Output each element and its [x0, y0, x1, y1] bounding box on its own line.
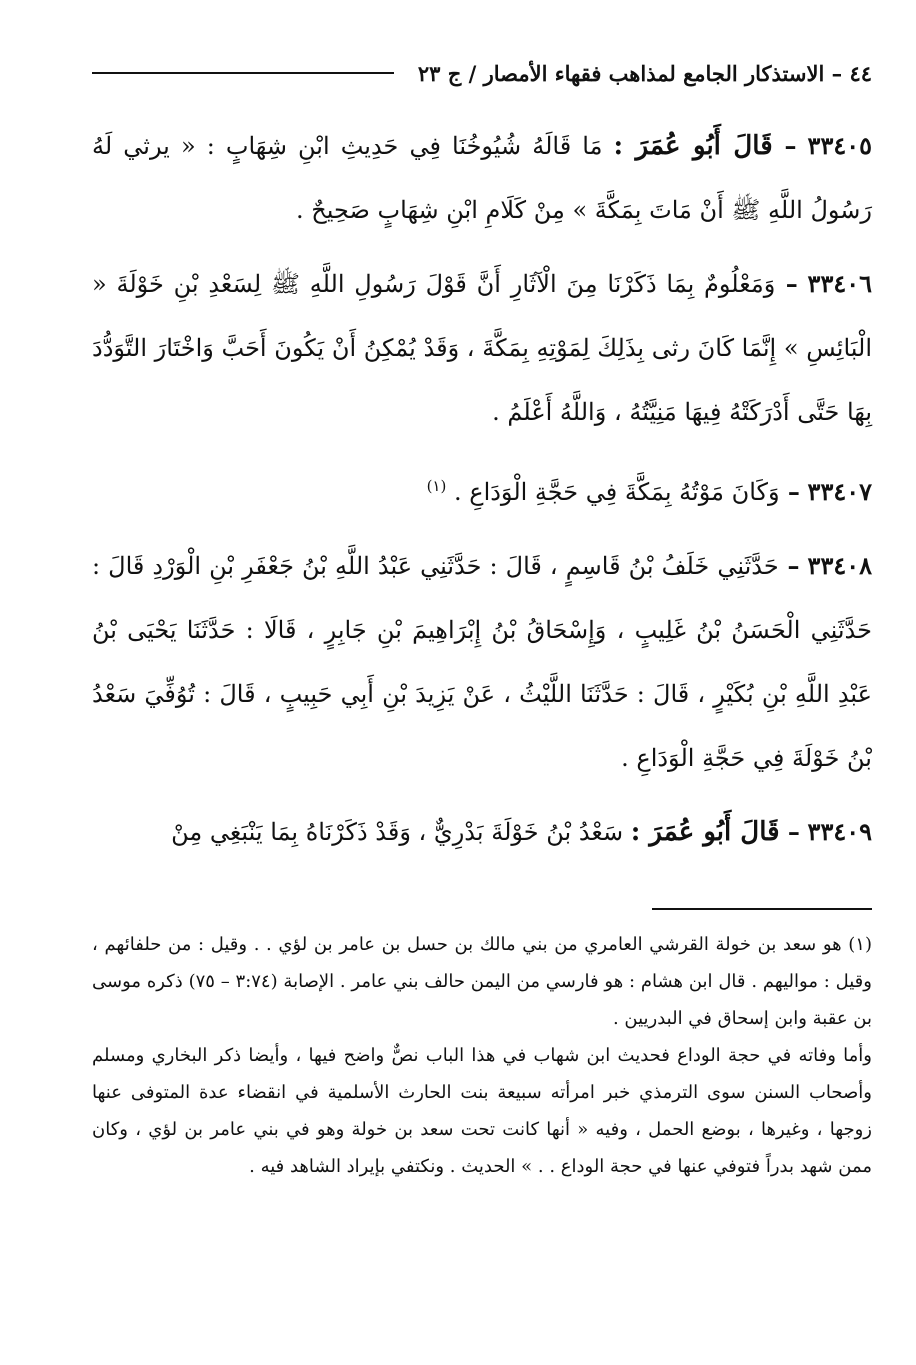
paragraph-33406: ٣٣٤٠٦ – وَمَعْلُومٌ بِمَا ذَكَرْنَا مِنَ الْآثَارِ أَنَّ قَوْلَ رَسُولِ اللَّهِ ﷺ لِسَعْدِ بْنِ خَوْلَةَ « الْبَائِسِ » إِنَّمَا كَانَ رثى بِذَلِكَ لِمَوْتِهِ بِمَكَّةَ ، وَقَدْ يُمْكِنُ أَنْ يَكُونَ أَحَبَّ وَاخْتَارَ التَّوَدُّدَ بِهَا حَتَّى أَدْرَكَتْهُ فِيهَا مَنِيَّتُهُ ، وَاللَّهُ أَعْلَمُ .	[92, 269, 872, 426]
paragraph-number: ٣٣٤٠٨	[807, 551, 872, 580]
book-title: الاستذكار الجامع لمذاهب فقهاء الأمصار / ج ٢٣	[417, 60, 825, 86]
paragraph-text: وَكَانَ مَوْتُهُ بِمَكَّةَ فِي حَجَّةِ الْوَدَاعِ .	[453, 478, 780, 506]
paragraph-text: حَدَّثَنِي خَلَفُ بْنُ قَاسِمٍ ، قَالَ : حَدَّثَنِي عَبْدُ اللَّهِ بْنُ جَعْفَرِ بْنِ الْوَرْدِ قَالَ : حَدَّثَنِي الْحَسَنُ بْنُ غَلِيبٍ ، وَإِسْحَاقُ بْنُ إِبْرَاهِيمَ بْنِ جَابِرٍ ، قَالَا : حَدَّثَنَا يَحْيَى بْنُ عَبْدِ اللَّهِ بْنِ بُكَيْرٍ ، قَالَ : حَدَّثَنَا اللَّيْثُ ، عَنْ يَزِيدَ بْنِ أَبِي حَبِيبٍ ، قَالَ : تُوُفِّيَ سَعْدُ بْنُ خَوْلَةَ فِي حَجَّةِ الْوَدَاعِ .	[92, 552, 872, 772]
footnote-1-continued: وأما وفاته في حجة الوداع فحديث ابن شهاب في هذا الباب نصٌّ واضح فيها ، وأيضا ذكر البخاري ومسلم وأصحاب السنن سوى الترمذي خبر امرأته سبيعة بنت الحارث الأسلمية في انقضاء عدة المتوفى عنها زوجها ، وغيرها ، بوضع الحمل ، وفيه « أنها كانت تحت سعد بن خولة وهو في بني عامر بن لؤي ، وكان ممن شهد بدراً فتوفي عنها في حجة الوداع . . » الحديث . ونكتفي بإيراد الشاهد فيه .	[92, 1045, 872, 1177]
footnote-rule	[652, 908, 872, 910]
paragraph-33405: ٣٣٤٠٥ – قَالَ أَبُو عُمَرَ : مَا قَالَهُ شُيُوخُنَا فِي حَدِيثِ ابْنِ شِهَابٍ : « يرثي لَهُ رَسُولُ اللَّهِ ﷺ أَنْ مَاتَ بِمَكَّةَ » مِنْ كَلَامِ ابْنِ شِهَابٍ صَحِيحٌ .	[92, 131, 872, 224]
paragraph-text: مَا قَالَهُ شُيُوخُنَا فِي حَدِيثِ ابْنِ شِهَابٍ : « يرثي لَهُ رَسُولُ اللَّهِ ﷺ أَنْ مَاتَ بِمَكَّةَ » مِنْ كَلَامِ ابْنِ شِهَابٍ صَحِيحٌ .	[92, 132, 872, 224]
paragraph-33409: ٣٣٤٠٩ – قَالَ أَبُو عُمَرَ : سَعْدُ بْنُ خَوْلَةَ بَدْرِيٌّ ، وَقَدْ ذَكَرْنَاهُ بِمَا يَنْبَغِي مِنْ	[171, 817, 872, 847]
running-header	[92, 50, 872, 96]
running-header-title	[418, 61, 872, 86]
main-text	[92, 114, 872, 864]
paragraph-number: ٣٣٤٠٦	[807, 269, 872, 298]
paragraph-number: ٣٣٤٠٧	[807, 477, 872, 506]
footnotes	[92, 926, 872, 1185]
paragraph-text: سَعْدُ بْنُ خَوْلَةَ بَدْرِيٌّ ، وَقَدْ ذَكَرْنَاهُ بِمَا يَنْبَغِي مِنْ	[171, 818, 624, 846]
paragraph-text: وَمَعْلُومٌ بِمَا ذَكَرْنَا مِنَ الْآثَارِ أَنَّ قَوْلَ رَسُولِ اللَّهِ ﷺ لِسَعْدِ بْنِ خَوْلَةَ « الْبَائِسِ » إِنَّمَا كَانَ رثى بِذَلِكَ لِمَوْتِهِ بِمَكَّةَ ، وَقَدْ يُمْكِنُ أَنْ يَكُونَ أَحَبَّ وَاخْتَارَ التَّوَدُّدَ بِهَا حَتَّى أَدْرَكَتْهُ فِيهَا مَنِيَّتُهُ ، وَاللَّهُ أَعْلَمُ .	[92, 270, 872, 426]
speaker-label: قَالَ أَبُو عُمَرَ :	[613, 131, 773, 161]
footnote-1: (١) هو سعد بن خولة القرشي العامري من بني مالك بن حسل بن عامر بن لؤي . . وقيل : من حلفائهم ، وقيل : مواليهم . قال ابن هشام : هو فارسي من اليمن حالف بني عامر . الإصابة (٣:٧٤ – ٧٥) ذكره موسى بن عقبة وابن إسحاق في البدريين .	[92, 934, 872, 1029]
paragraph-number: ٣٣٤٠٥	[807, 131, 872, 160]
book-page	[92, 50, 872, 1177]
page-number: ٤٤	[849, 60, 872, 86]
paragraph-33408: ٣٣٤٠٨ – حَدَّثَنِي خَلَفُ بْنُ قَاسِمٍ ، قَالَ : حَدَّثَنِي عَبْدُ اللَّهِ بْنُ جَعْفَرِ بْنِ الْوَرْدِ قَالَ : حَدَّثَنِي الْحَسَنُ بْنُ غَلِيبٍ ، وَإِسْحَاقُ بْنُ إِبْرَاهِيمَ بْنِ جَابِرٍ ، قَالَا : حَدَّثَنَا يَحْيَى بْنُ عَبْدِ اللَّهِ بْنِ بُكَيْرٍ ، قَالَ : حَدَّثَنَا اللَّيْثُ ، عَنْ يَزِيدَ بْنِ أَبِي حَبِيبٍ ، قَالَ : تُوُفِّيَ سَعْدُ بْنُ خَوْلَةَ فِي حَجَّةِ الْوَدَاعِ .	[92, 551, 872, 772]
paragraph-number: ٣٣٤٠٩	[807, 817, 872, 846]
speaker-label: قَالَ أَبُو عُمَرَ :	[630, 817, 780, 847]
footnote-reference[interactable]: (١)	[426, 477, 447, 495]
paragraph-33407: ٣٣٤٠٧ – وَكَانَ مَوْتُهُ بِمَكَّةَ فِي حَجَّةِ الْوَدَاعِ . $^{(١)}$	[426, 477, 872, 506]
header-separator: –	[831, 60, 843, 86]
header-rule	[92, 72, 394, 74]
